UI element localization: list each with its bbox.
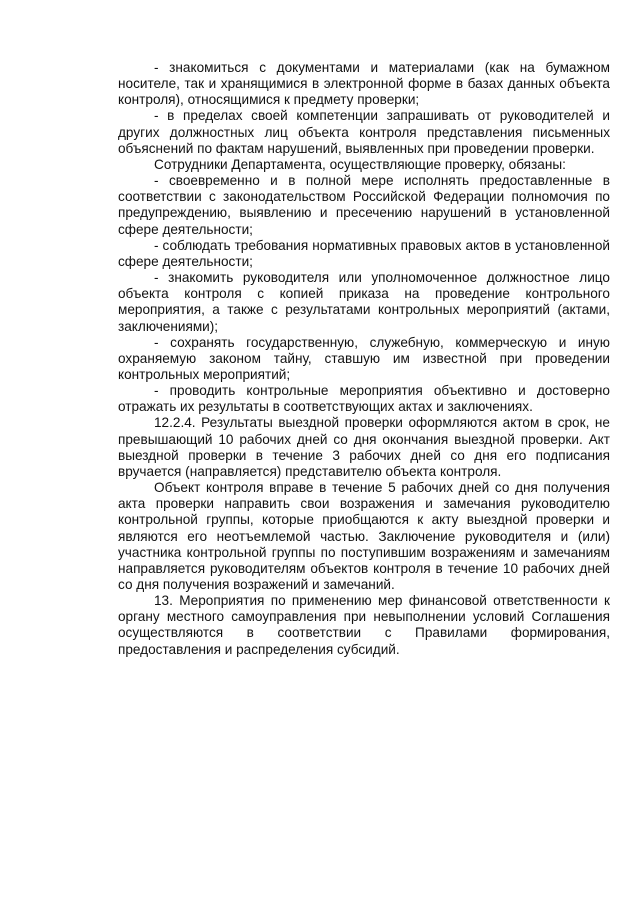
paragraph-staff-obligations-intro: Сотрудники Департамента, осуществляющие проверку, обязаны: [154,156,566,172]
paragraph-obligation-exercise-powers: - своевременно и в полной мере исполнять предоставленные в соответствии с законодательством Российской Федерации полномочия по предупреждению, выявлению и пресечению нарушений в установленной сфере деятельности; [118,173,610,237]
paragraph-right-review-documents: - знакомиться с документами и материалами (как на бумажном носителе, так и хранящимися в электронной форме в базах данных объекта контроля), относящимися к предмету проверки; [118,60,610,108]
paragraph-obligation-keep-secrets: - сохранять государственную, служебную, коммерческую и иную охраняемую законом тайну, ставшую им известной при проведении контрольных мероприятий; [118,334,610,382]
paragraph-section-13: 13. Мероприятия по применению мер финансовой ответственности к органу местного самоуправления при невыполнении условий Соглашения осуществляются в соответствии с Правилами формирования, предоставления и распределения субсидий. [118,593,610,657]
paragraph-obligation-comply-regulations: - соблюдать требования нормативных правовых актов в установленной сфере деятельности; [118,237,610,269]
paragraph-obligation-objective-control: - проводить контрольные мероприятия объективно и достоверно отражать их результаты в соответствующих актах и заключениях. [118,383,610,415]
paragraph-right-request-explanations: - в пределах своей компетенции запрашивать от руководителей и других должностных лиц объекта контроля представления письменных объяснений по фактам нарушений, выявленных при проведении проверки. [118,108,610,156]
paragraph-obligation-inform-manager: - знакомить руководителя или уполномоченное должностное лицо объекта контроля с копией приказа на проведение контрольного мероприятия, а также с результатами контрольных мероприятий (актами, заключениями); [118,270,610,334]
paragraph-objections-procedure: Объект контроля вправе в течение 5 рабочих дней со дня получения акта проверки направить свои возражения и замечания руководителю контрольной группы, которые приобщаются к акту выездной проверки и являются его неотъемлемой частью. Заключение руководителя и (или) участника контрольной группы по поступившим возражениям и замечаниям направляется руководителям объектов контроля в течение 10 рабочих дней со дня получения возражений и замечаний. [118,480,610,592]
paragraph-section-12-2-4: 12.2.4. Результаты выездной проверки оформляются актом в срок, не превышающий 10 рабочих дней со дня окончания выездной проверки. Акт выездной проверки в течение 3 рабочих дней со дня его подписания вручается (направляется) представителю объекта контроля. [118,415,610,479]
document-page [118,60,610,658]
